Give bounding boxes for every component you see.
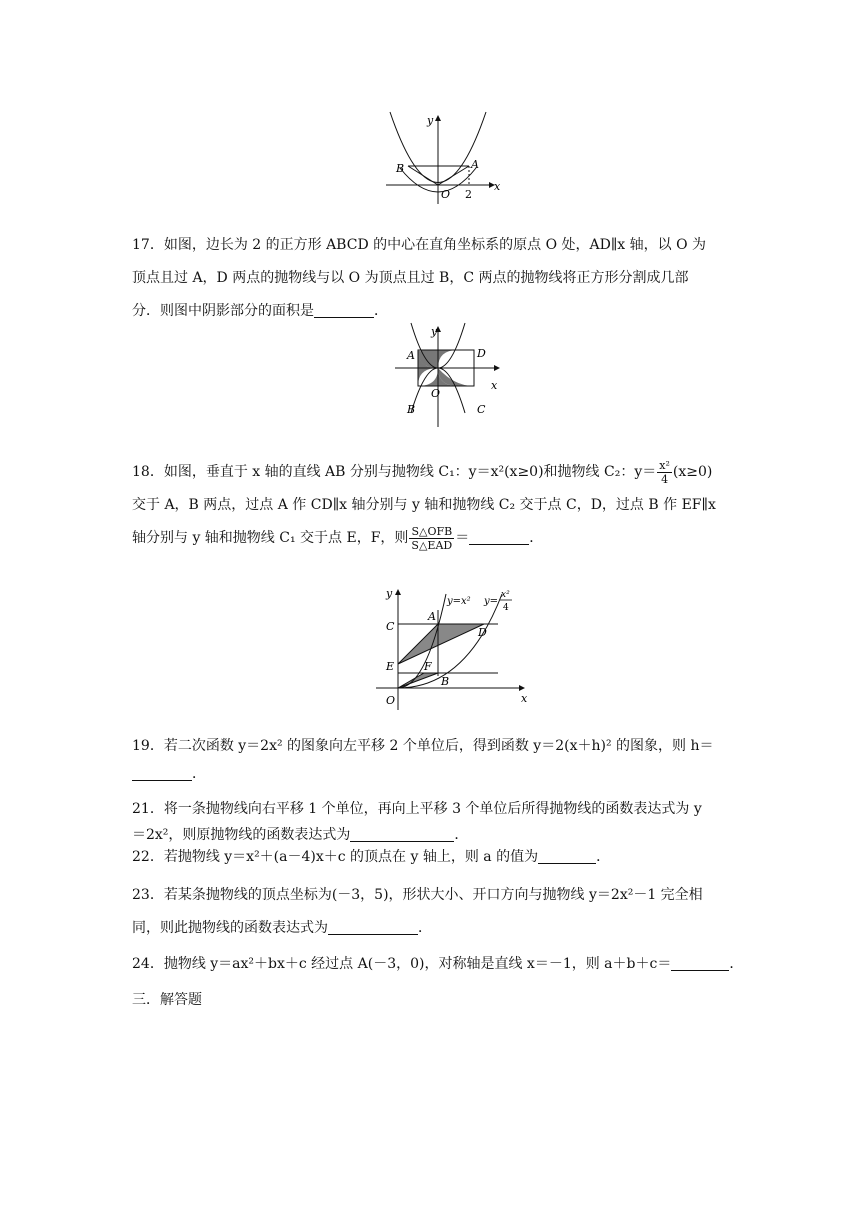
answer-blank[interactable] [469, 530, 529, 545]
figure-two-parabolas [376, 584, 536, 714]
q17-line-2: 顶点且过 A，D 两点的抛物线与以 O 为顶点且过 B，C 两点的抛物线将正方形分割成几部 [132, 270, 689, 286]
axis-label-y: y [427, 114, 434, 127]
point-label-f: F [424, 660, 432, 673]
q21-line-2: ＝2x²，则原抛物线的函数表达式为 ． [132, 827, 469, 843]
curve-label-c2-den: 4 [503, 603, 509, 613]
question-22 [132, 841, 732, 874]
q18-line-3: 轴分别与 y 轴和抛物线 C₁ 交于点 E，F，则 $\frac{\text{S△OFB}}{\text{S△EAD}}$ ＝ ． [132, 524, 544, 552]
tick-label-2: 2 [465, 188, 472, 201]
point-label-b: B [441, 675, 450, 688]
q23-line-2: 同，则此抛物线的函数表达式为 ． [132, 920, 432, 936]
point-label-o: O [386, 694, 396, 707]
point-label-a: A [407, 349, 415, 362]
answer-blank[interactable] [538, 849, 596, 864]
answer-blank[interactable] [350, 827, 454, 842]
q23-line-1: 23．若某条抛物线的顶点坐标为(－3，5)，形状大小、开口方向与抛物线 y＝2x²－1 完全相 [132, 887, 703, 903]
point-label-a: A [428, 610, 436, 623]
q18-line-1: 18．如图，垂直于 x 轴的直线 AB 分别与抛物线 C₁：y＝x²(x≥0)和抛物线 C₂：y＝ $\frac{\text{x²}}{4}$ (x≥0) [132, 458, 713, 486]
question-17 [132, 229, 732, 328]
axis-label-y: y [386, 587, 393, 600]
question-23 [132, 879, 732, 945]
point-label-b: B [407, 403, 416, 416]
q17-line-3: 分．则图中阴影部分的面积是 ． [132, 303, 388, 319]
axis-label-x: x [494, 180, 501, 193]
point-label-o: O [441, 188, 451, 201]
q21-line-1: 21．将一条抛物线向右平移 1 个单位，再向上平移 3 个单位后所得抛物线的函数表达式为 y [132, 801, 702, 817]
q22-line-1: 22．若抛物线 y＝x²＋(a－4)x＋c 的顶点在 y 轴上，则 a 的值为 ． [132, 849, 611, 865]
question-18 [132, 456, 732, 555]
figure-parabola-ab [380, 108, 510, 208]
point-label-d: D [478, 626, 487, 639]
q18-line-2: 交于 A，B 两点，过点 A 作 CD∥x 轴分别与 y 轴和抛物线 C₂ 交于点 C，D，过点 B 作 EF∥x [132, 497, 716, 513]
axis-label-x: x [521, 692, 528, 705]
point-label-e: E [386, 660, 395, 673]
curve-label-c2-lhs: y= [484, 596, 499, 607]
point-label-d: D [477, 347, 486, 360]
question-19 [132, 730, 732, 785]
curve-label-c1: y=x² [447, 596, 471, 607]
q19-line-1: 19．若二次函数 y＝2x² 的图象向左平移 2 个单位后，得到函数 y＝2(x＋h)² 的图象，则 h＝ [132, 738, 714, 754]
curve-label-c2-num: x² [501, 590, 510, 600]
point-label-b: B [396, 162, 405, 175]
section-title: 三．解答题 [132, 992, 202, 1008]
point-label-o: O [431, 387, 441, 400]
answer-blank[interactable] [132, 766, 192, 781]
point-label-c: C [386, 620, 395, 633]
point-label-c: C [477, 403, 486, 416]
figure-square-parabolas [389, 321, 509, 431]
answer-blank[interactable] [671, 956, 729, 971]
question-24 [132, 948, 744, 981]
q17-line-1: 17．如图，边长为 2 的正方形 ABCD 的中心在直角坐标系的原点 O 处，AD∥x 轴，以 O 为 [132, 237, 707, 253]
point-label-a: A [471, 158, 479, 171]
axis-label-y: y [431, 325, 438, 338]
answer-blank[interactable] [314, 303, 374, 318]
axis-label-x: x [491, 379, 498, 392]
answer-blank[interactable] [328, 920, 418, 935]
q24-line-1: 24．抛物线 y＝ax²＋bx＋c 经过点 A(－3，0)，对称轴是直线 x＝－1，则 a＋b＋c＝ ． [132, 956, 744, 972]
q19-line-2: ． [132, 763, 732, 785]
